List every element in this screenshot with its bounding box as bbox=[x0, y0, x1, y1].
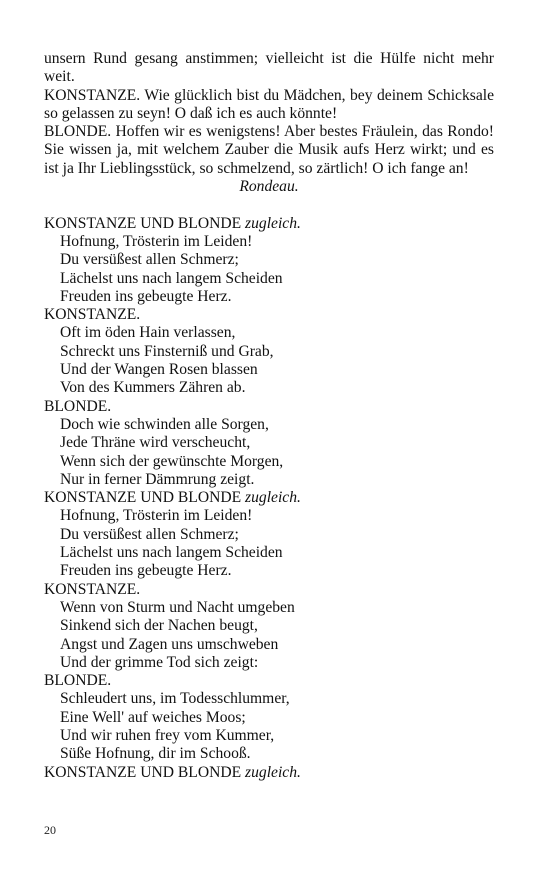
speaker-label bbox=[44, 489, 494, 507]
verse-line: Du versüßest allen Schmerz; bbox=[60, 251, 239, 269]
verse-line: Lächelst uns nach langem Scheiden bbox=[60, 544, 283, 562]
verse-line: Nur in ferner Dämmrung zeigt. bbox=[60, 470, 255, 488]
speaker-name: KONSTANZE UND BLONDE bbox=[44, 763, 242, 781]
page-body bbox=[44, 50, 494, 782]
verse-stanza bbox=[44, 233, 494, 306]
verse-line: Hofnung, Trösterin im Leiden! bbox=[60, 507, 253, 525]
verse-stanza bbox=[44, 599, 494, 672]
verse-line: Wenn sich der gewünschte Morgen, bbox=[60, 452, 284, 470]
verse-line: Doch wie schwinden alle Sorgen, bbox=[60, 415, 269, 433]
verse-line: Und der grimme Tod sich zeigt: bbox=[60, 653, 259, 671]
speaker-name: BLONDE. bbox=[44, 397, 112, 415]
prose-paragraph: KONSTANZE. Wie glücklich bist du Mädchen, bey deinem Schicksale so gelassen zu seyn! O daß ich es auch könnte! bbox=[44, 86, 494, 122]
verse-line: Freuden ins gebeugte Herz. bbox=[60, 562, 232, 580]
verse-stanza bbox=[44, 690, 494, 763]
verse-stanza bbox=[44, 416, 494, 489]
verse-line: Wenn von Sturm und Nacht umgeben bbox=[60, 598, 295, 616]
speaker-label bbox=[44, 581, 494, 599]
prose-paragraph: BLONDE. Hoffen wir es wenigstens! Aber bestes Fräulein, das Rondo! Sie wissen ja, mit welchem Zauber die Musik aufs Herz wirkt; und es ist ja Ihr Lieblingsstück, so schmelzend, so zärtlich! O ich fange an! bbox=[44, 123, 494, 177]
speaker-label bbox=[44, 306, 494, 324]
page-number: 20 bbox=[44, 823, 56, 837]
verse-line: Du versüßest allen Schmerz; bbox=[60, 525, 239, 543]
verse-line: Schleudert uns, im Todesschlummer, bbox=[60, 690, 290, 708]
verse-line: Angst und Zagen uns umschweben bbox=[60, 635, 279, 653]
verse-line: Lächelst uns nach langem Scheiden bbox=[60, 269, 283, 287]
speaker-name: BLONDE. bbox=[44, 672, 112, 690]
verse-line: Von des Kummers Zähren ab. bbox=[60, 379, 246, 397]
speaker-name: KONSTANZE UND BLONDE bbox=[44, 214, 242, 232]
section-heading: Rondeau. bbox=[239, 178, 299, 196]
verse-line: Und wir ruhen frey vom Kummer, bbox=[60, 726, 275, 744]
speaker-name: KONSTANZE. bbox=[44, 580, 141, 598]
prose-paragraph: unsern Rund gesang anstimmen; vielleicht ist die Hülfe nicht mehr weit. bbox=[44, 50, 494, 86]
verse-line: Hofnung, Trösterin im Leiden! bbox=[60, 232, 253, 250]
speaker-label bbox=[44, 398, 494, 416]
stage-direction: zugleich. bbox=[245, 214, 301, 232]
verse-line: Eine Well' auf weiches Moos; bbox=[60, 708, 246, 726]
verse-line: Sinkend sich der Nachen beugt, bbox=[60, 617, 258, 635]
speaker-label bbox=[44, 215, 494, 233]
blank-line bbox=[44, 196, 494, 214]
verse-line: Schreckt uns Finsterniß und Grab, bbox=[60, 342, 274, 360]
verse-stanza bbox=[44, 507, 494, 580]
verse-line: Süße Hofnung, dir im Schooß. bbox=[60, 745, 251, 763]
speaker-label bbox=[44, 672, 494, 690]
stage-direction: zugleich. bbox=[245, 763, 301, 781]
verse-stanza bbox=[44, 324, 494, 397]
verse-line: Jede Thräne wird verscheucht, bbox=[60, 434, 251, 452]
verse-line: Freuden ins gebeugte Herz. bbox=[60, 287, 232, 305]
verse-line: Oft im öden Hain verlassen, bbox=[60, 324, 236, 342]
prose-section bbox=[44, 50, 494, 178]
verse-blocks bbox=[44, 215, 494, 782]
speaker-label bbox=[44, 764, 494, 782]
stage-direction: zugleich. bbox=[245, 489, 301, 507]
speaker-name: KONSTANZE. bbox=[44, 306, 141, 324]
speaker-name: KONSTANZE UND BLONDE bbox=[44, 489, 242, 507]
verse-line: Und der Wangen Rosen blassen bbox=[60, 361, 258, 379]
